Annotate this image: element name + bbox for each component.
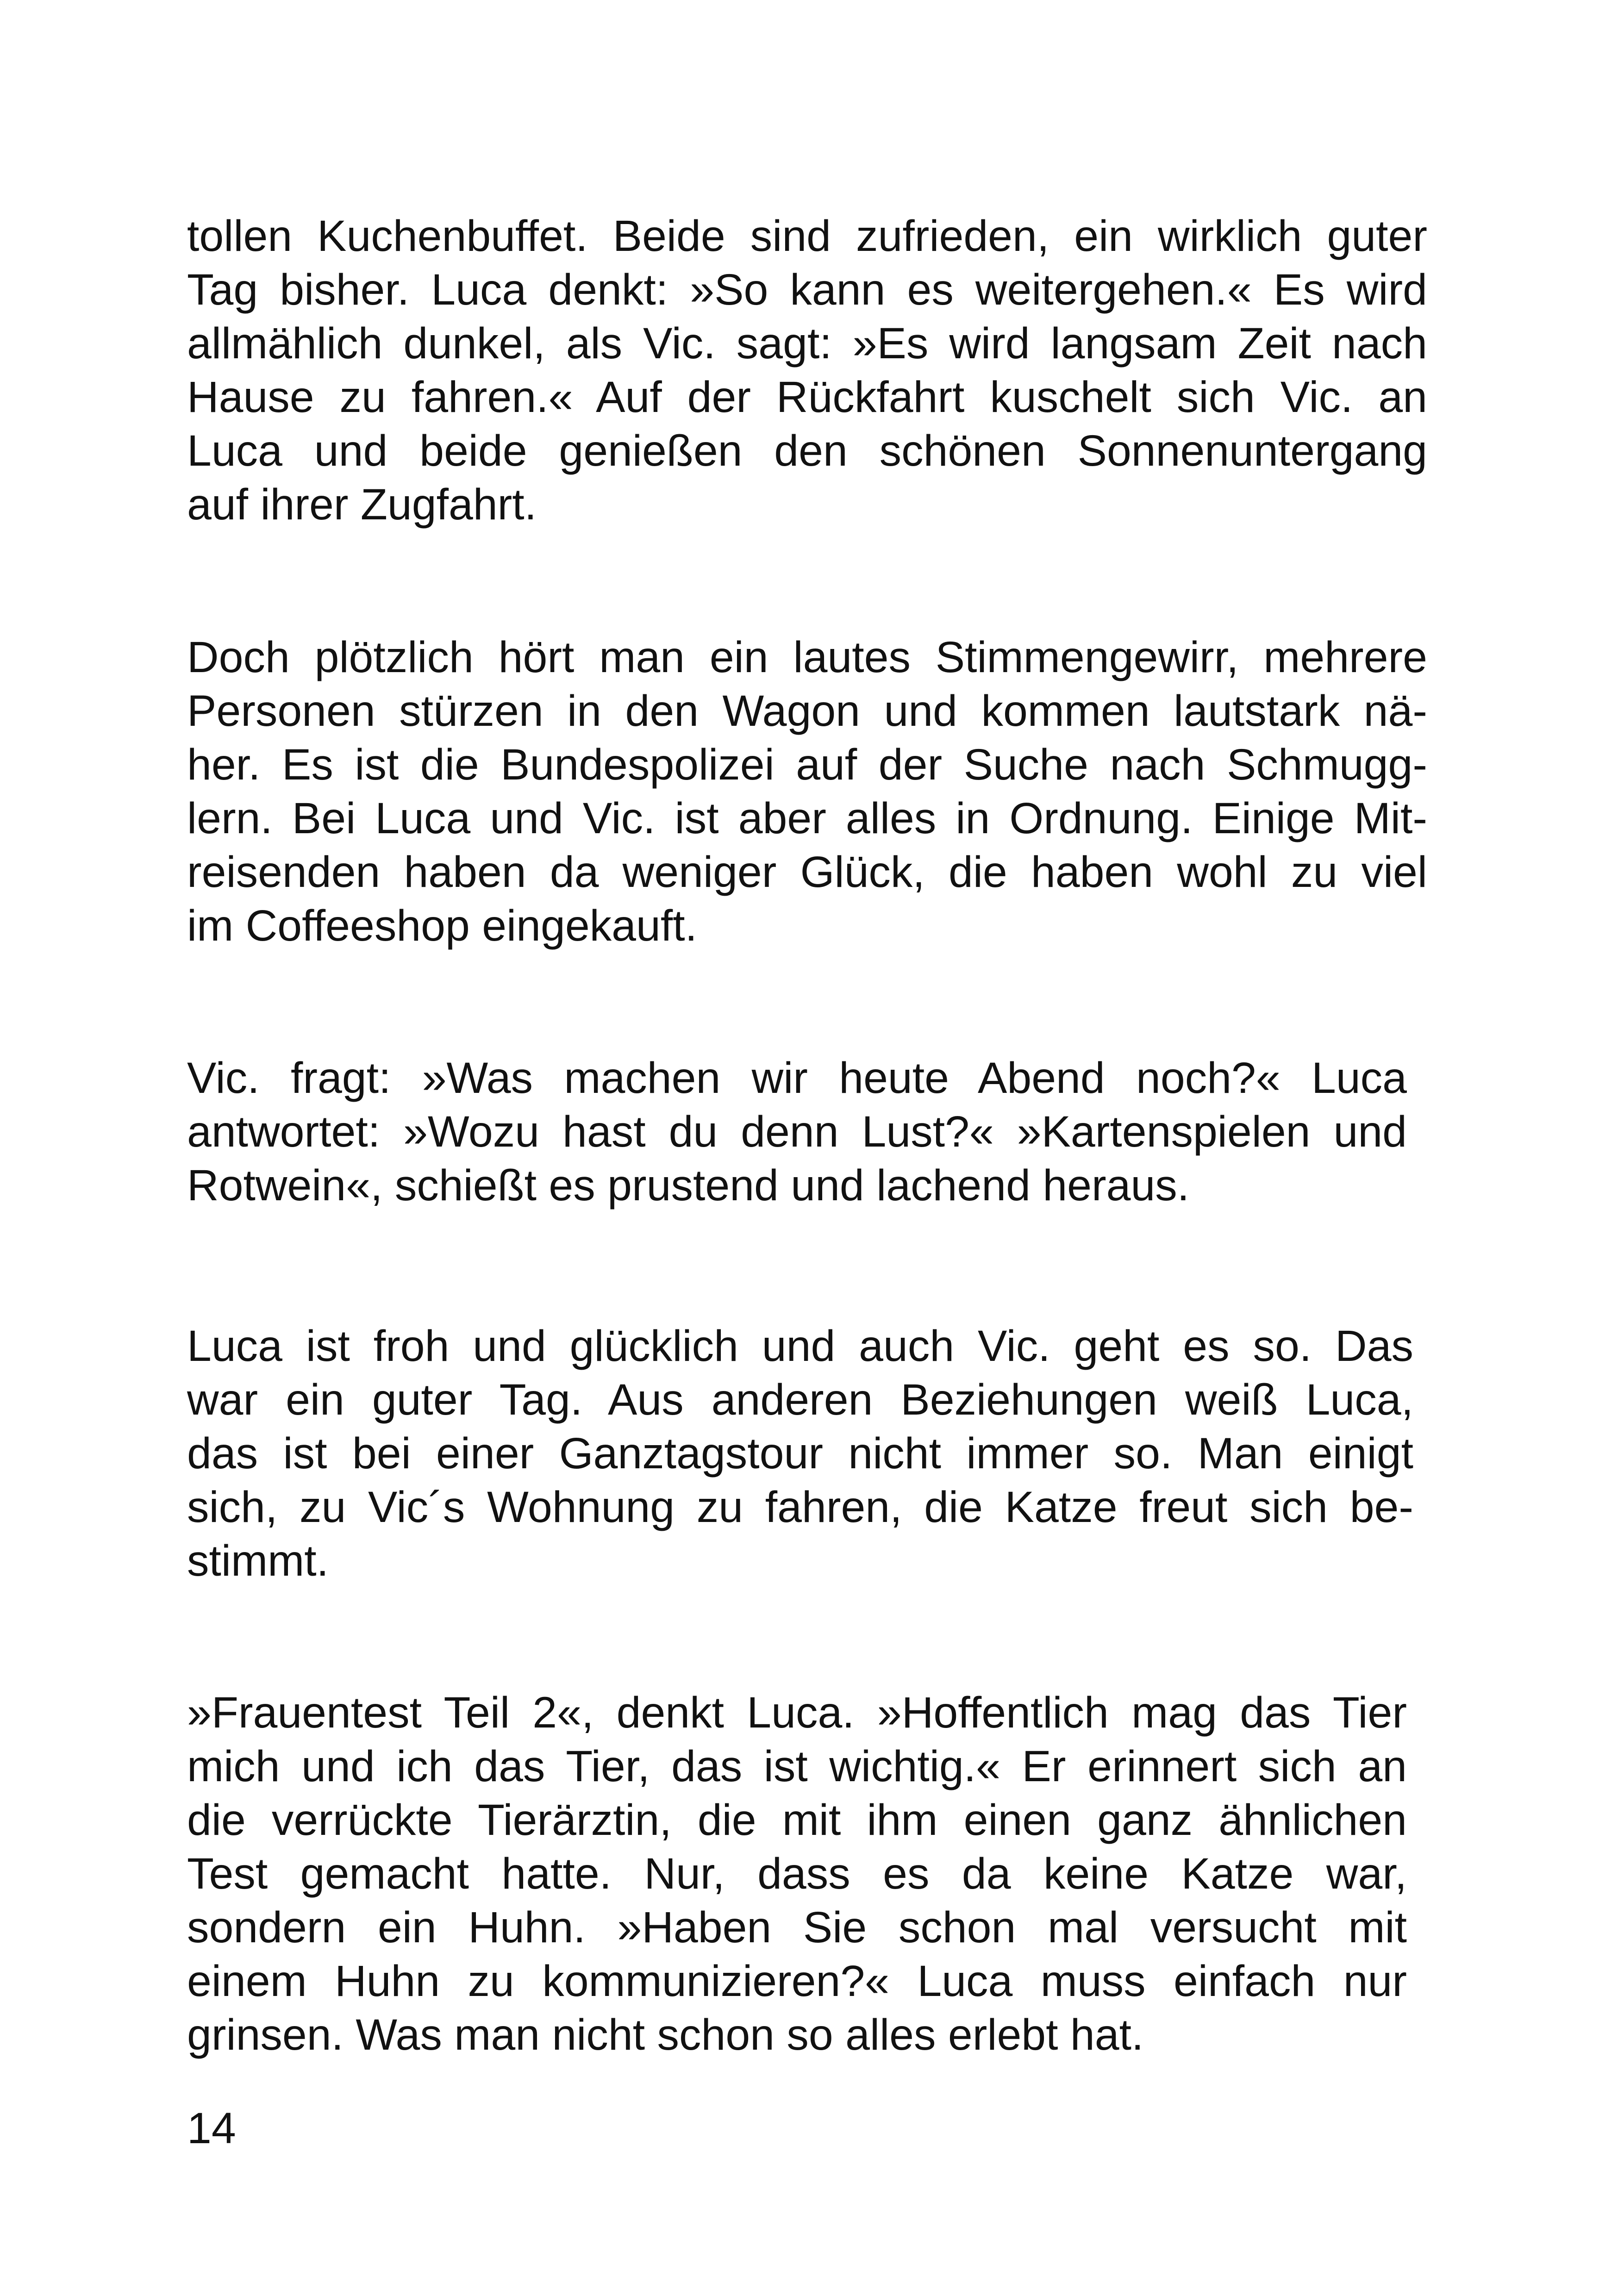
text-line: sondern ein Huhn. »Haben Sie schon mal versucht mit	[187, 1903, 1407, 1952]
text-line: das ist bei einer Ganztagstour nicht immer so. Man einigt	[187, 1429, 1413, 1478]
text-line: Test gemacht hatte. Nur, dass es da keine Katze war,	[187, 1849, 1407, 1898]
text-line: im Coffeeshop eingekauft.	[187, 901, 698, 950]
text-line: Tag bisher. Luca denkt: »So kann es weitergehen.« Es wird	[187, 265, 1427, 314]
paragraph-3	[187, 1051, 1407, 1212]
text-line: antwortet: »Wozu hast du denn Lust?« »Kartenspielen und	[187, 1107, 1407, 1156]
text-line: her. Es ist die Bundespolizei auf der Suche nach Schmugg-	[187, 740, 1427, 789]
paragraph-2	[187, 630, 1427, 953]
text-line: tollen Kuchenbuffet. Beide sind zufrieden, ein wirklich guter	[187, 212, 1427, 261]
text-line: Personen stürzen in den Wagon und kommen lautstark nä-	[187, 686, 1427, 736]
text-line: mich und ich das Tier, das ist wichtig.« Er erinnert sich an	[187, 1742, 1407, 1791]
text-line: reisenden haben da weniger Glück, die haben wohl zu viel	[187, 848, 1427, 897]
text-line: auf ihrer Zugfahrt.	[187, 480, 537, 529]
text-line: die verrückte Tierärztin, die mit ihm einen ganz ähnlichen	[187, 1796, 1407, 1845]
text-line: Luca ist froh und glücklich und auch Vic. geht es so. Das	[187, 1322, 1413, 1371]
text-line: grinsen. Was man nicht schon so alles erlebt hat.	[187, 2010, 1144, 2059]
text-line: war ein guter Tag. Aus anderen Beziehungen weiß Luca,	[187, 1375, 1413, 1424]
text-line: Hause zu fahren.« Auf der Rückfahrt kuschelt sich Vic. an	[187, 373, 1427, 422]
text-line: einem Huhn zu kommunizieren?« Luca muss einfach nur	[187, 1957, 1407, 2006]
text-line: allmählich dunkel, als Vic. sagt: »Es wird langsam Zeit nach	[187, 319, 1427, 368]
text-line: sich, zu Vic´s Wohnung zu fahren, die Katze freut sich be-	[187, 1483, 1413, 1532]
paragraph-1	[187, 209, 1427, 531]
text-line: stimmt.	[187, 1536, 329, 1585]
text-line: Luca und beide genießen den schönen Sonnenuntergang	[187, 426, 1427, 475]
text-line: lern. Bei Luca und Vic. ist aber alles in Ordnung. Einige Mit-	[187, 794, 1427, 843]
text-line: Doch plötzlich hört man ein lautes Stimmengewirr, mehrere	[187, 633, 1427, 682]
text-line: »Frauentest Teil 2«, denkt Luca. »Hoffentlich mag das Tier	[187, 1688, 1407, 1737]
paragraph-5	[187, 1686, 1407, 2062]
paragraph-4	[187, 1319, 1413, 1588]
text-line: Rotwein«, schießt es prustend und lachend heraus.	[187, 1161, 1190, 1210]
page-number: 14	[187, 2104, 236, 2153]
text-line: Vic. fragt: »Was machen wir heute Abend noch?« Luca	[187, 1054, 1407, 1103]
